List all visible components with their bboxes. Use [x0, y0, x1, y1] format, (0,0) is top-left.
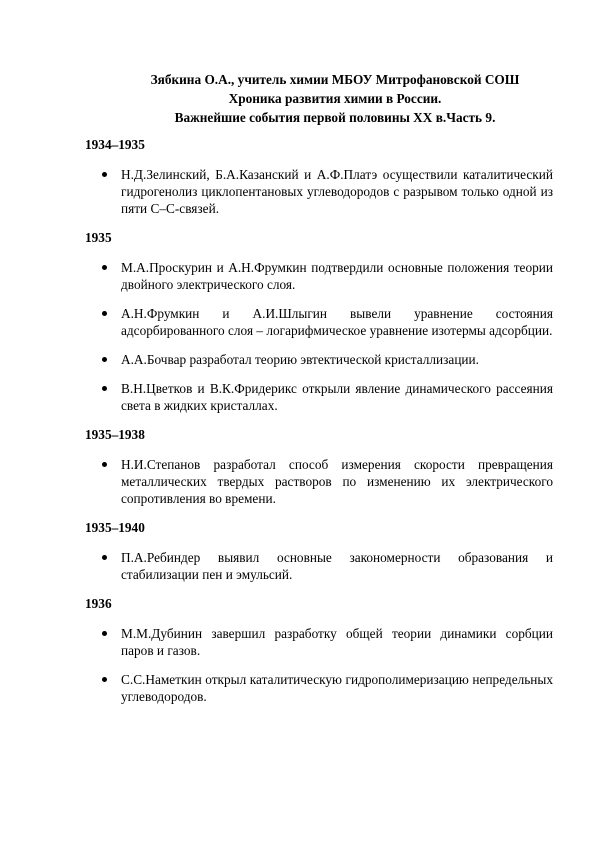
section-1936 — [85, 595, 553, 705]
list-item — [85, 380, 553, 414]
author-line: Зябкина О.А., учитель химии МБОУ Митрофановской СОШ — [150, 72, 520, 87]
section-year: 1935–1940 — [85, 520, 145, 535]
list-item — [85, 456, 553, 507]
event-text: М.А.Проскурин и А.Н.Фрумкин подтвердили основные положения теории двойного электрического слоя. — [121, 260, 553, 292]
list-item — [85, 351, 553, 368]
section-year: 1934–1935 — [85, 137, 145, 152]
document-header — [85, 70, 585, 127]
event-text: А.А.Бочвар разработал теорию эвтектической кристаллизации. — [121, 352, 479, 367]
event-list — [85, 259, 553, 414]
bullet-icon — [102, 311, 107, 316]
subtitle-line: Важнейшие события первой половины XX в.Часть 9. — [174, 110, 496, 125]
section-year: 1935 — [85, 230, 112, 245]
list-item — [85, 259, 553, 293]
bullet-icon — [102, 555, 107, 560]
section-1934-1935 — [85, 136, 553, 217]
section-1935 — [85, 229, 553, 414]
event-list — [85, 549, 553, 583]
bullet-icon — [102, 172, 107, 177]
event-text: П.А.Ребиндер выявил основные закономерности образования и стабилизации пен и эмульсий. — [121, 550, 553, 582]
bullet-icon — [102, 462, 107, 467]
bullet-icon — [102, 386, 107, 391]
bullet-icon — [102, 357, 107, 362]
list-item — [85, 549, 553, 583]
event-list — [85, 166, 553, 217]
event-text: А.Н.Фрумкин и А.И.Шлыгин вывели уравнение состояния адсорбированного слоя – логарифмическое уравнение изотермы адсорбции. — [121, 306, 553, 338]
bullet-icon — [102, 677, 107, 682]
event-list — [85, 456, 553, 507]
event-list — [85, 625, 553, 705]
list-item — [85, 625, 553, 659]
section-1935-1938 — [85, 426, 553, 507]
bullet-icon — [102, 631, 107, 636]
event-text: Н.Д.Зелинский, Б.А.Казанский и А.Ф.Платэ осуществили каталитический гидрогенолиз циклопентановых углеводородов с разрывом только одной из пяти С–С-связей. — [121, 167, 553, 216]
list-item — [85, 305, 553, 339]
event-text: М.М.Дубинин завершил разработку общей теории динамики сорбции паров и газов. — [121, 626, 553, 658]
section-year: 1935–1938 — [85, 427, 145, 442]
event-text: Н.И.Степанов разработал способ измерения скорости превращения металлических твердых растворов по изменению их электрического сопротивления во времени. — [121, 457, 553, 506]
event-text: В.Н.Цветков и В.К.Фридерикс открыли явление динамического рассеяния света в жидких кристаллах. — [121, 381, 553, 413]
list-item — [85, 671, 553, 705]
list-item — [85, 166, 553, 217]
title-line: Хроника развития химии в России. — [228, 91, 442, 106]
event-text: С.С.Наметкин открыл каталитическую гидрополимеризацию непредельных углеводородов. — [121, 672, 553, 704]
section-year: 1936 — [85, 596, 112, 611]
chronicle-content — [85, 136, 553, 717]
bullet-icon — [102, 265, 107, 270]
section-1935-1940 — [85, 519, 553, 583]
